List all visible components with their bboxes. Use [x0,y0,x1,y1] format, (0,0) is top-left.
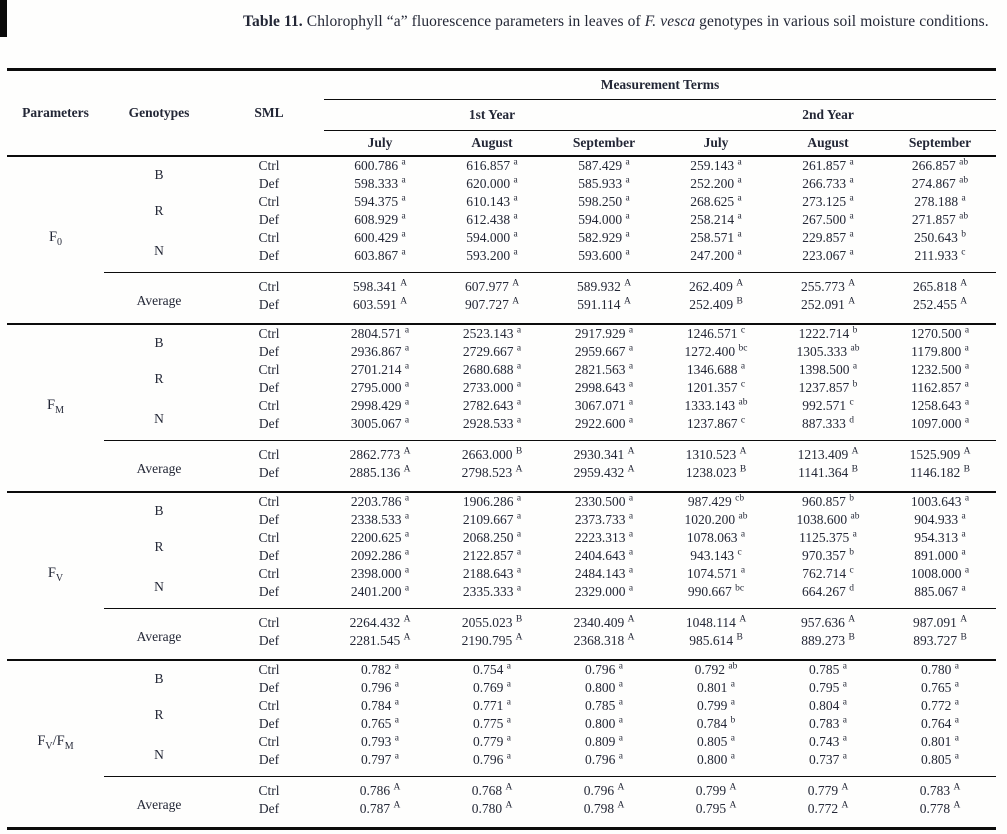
value-cell: 0.786 $^A$ [324,777,436,801]
value-cell: 211.933 $^c$ [914,247,966,263]
header-month: August [471,135,513,150]
value-cell: 2330.500 $^a$ [574,493,634,509]
value-cell: 1232.500 $^a$ [910,361,970,377]
header-measurement-terms: Measurement Terms [324,70,996,100]
table-row [7,529,996,547]
sml-cell: Ctrl [214,777,324,801]
value-cell: 2733.000 $^a$ [462,379,522,395]
value-cell: 0.772 $^a$ [921,697,959,713]
genotype-label: R [154,203,164,218]
table-row [7,697,996,715]
value-cell: 0.785 $^a$ [809,661,847,677]
value-cell: 2203.786 $^a$ [350,493,410,509]
value-cell: 278.188 $^a$ [914,193,966,209]
value-cell: 0.796 $^A$ [548,777,660,801]
table-row [7,492,996,511]
value-cell: 2701.214 $^a$ [350,361,410,377]
value-cell: 0.779 $^A$ [772,777,884,801]
value-cell: 598.341 $^A$ [324,273,436,297]
sml-cell: Def [258,297,280,312]
value-cell: 2373.733 $^a$ [574,511,634,527]
value-cell: 0.796 $^a$ [473,751,511,767]
value-cell: 0.787 $^A$ [359,800,401,816]
table-row [7,660,996,679]
value-cell: 1525.909 $^A$ [884,441,996,465]
value-cell: 603.867 $^a$ [354,247,406,263]
value-cell: 0.784 $^b$ [696,715,736,731]
value-cell: 267.500 $^a$ [802,211,854,227]
value-cell: 0.800 $^a$ [697,751,735,767]
value-cell: 603.591 $^A$ [352,296,408,312]
value-cell: 985.614 $^B$ [689,632,743,648]
value-cell: 589.932 $^A$ [548,273,660,297]
sml-cell: Ctrl [214,273,324,297]
value-cell: 0.779 $^a$ [473,733,511,749]
value-cell: 0.805 $^a$ [697,733,735,749]
value-cell: 271.857 $^{ab}$ [911,211,969,227]
sml-cell: Def [258,716,280,731]
header-month: July [367,135,393,150]
value-cell: 907.727 $^A$ [464,296,520,312]
genotype-label: R [154,371,164,386]
value-cell: 0.801 $^a$ [921,733,959,749]
average-row [7,777,996,801]
sml-cell: Ctrl [258,398,280,413]
value-cell: 229.857 $^a$ [802,229,854,245]
value-cell: 247.200 $^a$ [690,247,742,263]
page-edge-scan-artifact [0,0,7,37]
value-cell: 1258.643 $^a$ [910,397,970,413]
value-cell: 2338.533 $^a$ [350,511,410,527]
value-cell: 610.143 $^a$ [466,193,518,209]
value-cell: 889.273 $^B$ [801,632,855,648]
value-cell: 0.798 $^A$ [583,800,625,816]
value-cell: 2959.667 $^a$ [574,343,634,359]
value-cell: 266.857 $^{ab}$ [911,157,969,173]
value-cell: 593.200 $^a$ [466,247,518,263]
genotype-label: N [154,578,164,594]
value-cell: 2959.432 $^A$ [573,464,635,480]
value-cell: 0.795 $^A$ [695,800,737,816]
value-cell: 1398.500 $^a$ [798,361,858,377]
value-cell: 594.000 $^a$ [578,211,630,227]
value-cell: 594.000 $^a$ [466,229,518,245]
value-cell: 891.000 $^a$ [914,547,966,563]
parameter-block [7,660,996,829]
sml-cell: Def [258,752,280,767]
value-cell: 2200.625 $^a$ [350,529,410,545]
value-cell: 1125.375 $^a$ [799,529,857,545]
value-cell: 0.783 $^A$ [884,777,996,801]
value-cell: 252.200 $^a$ [690,175,742,191]
genotype-label: B [154,167,164,182]
value-cell: 2795.000 $^a$ [350,379,410,395]
value-cell: 582.929 $^a$ [578,229,630,245]
value-cell: 2340.409 $^A$ [548,609,660,633]
value-cell: 252.409 $^B$ [689,296,743,312]
header-sml: SML [254,105,284,120]
value-cell: 2917.929 $^a$ [574,325,634,341]
header-year1: 1st Year [324,100,660,131]
value-cell: 2404.643 $^a$ [574,547,634,563]
title-segment: Chlorophyll “a” fluorescence parameters in leaves of [302,13,645,30]
value-cell: 0.780 $^a$ [921,661,959,677]
value-cell: 1237.857 $^b$ [798,379,858,395]
value-cell: 2998.643 $^a$ [574,379,634,395]
value-cell: 1038.600 $^{ab}$ [796,511,860,527]
value-cell: 1162.857 $^a$ [911,379,969,395]
value-cell: 0.780 $^A$ [471,800,513,816]
value-cell: 957.636 $^A$ [772,609,884,633]
value-cell: 0.783 $^a$ [809,715,847,731]
value-cell: 0.754 $^a$ [473,661,511,677]
value-cell: 0.764 $^a$ [921,715,959,731]
sml-cell: Ctrl [258,362,280,377]
header-parameters: Parameters [22,105,89,120]
table-row [7,193,996,211]
value-cell: 268.625 $^a$ [690,193,742,209]
title-segment: genotypes in various soil moisture conditions. [695,13,989,30]
parameter-label: $F_V/F_M$ [37,733,74,752]
value-cell: 252.455 $^A$ [912,296,968,312]
value-cell: 1333.143 $^{ab}$ [684,397,748,413]
genotype-label: B [154,503,164,518]
value-cell: 0.785 $^a$ [585,697,623,713]
value-cell: 274.867 $^{ab}$ [911,175,969,191]
table-row [7,361,996,379]
title-segment: Table 11. [243,13,303,30]
value-cell: 0.784 $^a$ [361,697,399,713]
value-cell: 600.786 $^a$ [354,157,406,173]
genotype-label: B [154,671,164,686]
value-cell: 600.429 $^a$ [354,229,406,245]
value-cell: 2804.571 $^a$ [350,325,410,341]
sml-cell: Def [258,416,280,431]
sml-cell: Ctrl [258,194,280,209]
value-cell: 3005.067 $^a$ [350,415,410,431]
table-row [7,733,996,751]
value-cell: 1020.200 $^{ab}$ [684,511,748,527]
sml-cell: Def [258,680,280,695]
sml-cell: Def [258,344,280,359]
header-month: September [572,135,636,150]
value-cell: 0.797 $^a$ [361,751,399,767]
value-cell: 1237.867 $^c$ [686,415,746,431]
value-cell: 616.857 $^a$ [466,157,518,173]
value-cell: 258.571 $^a$ [690,229,742,245]
value-cell: 608.929 $^a$ [354,211,406,227]
value-cell: 0.800 $^a$ [585,715,623,731]
value-cell: 1201.357 $^c$ [686,379,746,395]
value-cell: 612.438 $^a$ [466,211,518,227]
parameter-label: $F_M$ [47,397,64,416]
value-cell: 0.792 $^{ab}$ [694,661,738,677]
table-title [243,9,1001,34]
sml-cell: Ctrl [258,494,280,509]
value-cell: 960.857 $^b$ [802,493,854,509]
value-cell: 223.067 $^a$ [802,247,854,263]
value-cell: 620.000 $^a$ [466,175,518,191]
value-cell: 904.933 $^a$ [914,511,966,527]
sml-cell: Def [258,176,280,191]
value-cell: 1906.286 $^a$ [462,493,522,509]
genotype-label: R [154,539,164,554]
value-cell: 0.799 $^A$ [660,777,772,801]
sml-cell: Ctrl [258,530,280,545]
value-cell: 259.143 $^a$ [690,157,742,173]
average-label: Average [104,609,214,661]
value-cell: 2223.313 $^a$ [574,529,634,545]
value-cell: 0.778 $^A$ [919,800,961,816]
value-cell: 1305.333 $^{ab}$ [796,343,860,359]
value-cell: 2998.429 $^a$ [350,397,410,413]
value-cell: 598.333 $^a$ [354,175,406,191]
value-cell: 2190.795 $^A$ [461,632,523,648]
value-cell: 593.600 $^a$ [578,247,630,263]
value-cell: 2401.200 $^a$ [350,583,410,599]
average-label: Average [104,273,214,325]
value-cell: 2398.000 $^a$ [350,565,410,581]
value-cell: 970.357 $^b$ [802,547,854,563]
value-cell: 0.771 $^a$ [473,697,511,713]
value-cell: 943.143 $^c$ [690,547,742,563]
value-cell: 607.977 $^A$ [436,273,548,297]
table-row [7,156,996,175]
value-cell: 987.429 $^{cb}$ [687,493,745,509]
value-cell: 1146.182 $^B$ [910,464,970,480]
genotype-label: N [154,746,164,762]
value-cell: 255.773 $^A$ [772,273,884,297]
value-cell: 1003.643 $^a$ [910,493,970,509]
value-cell: 2264.432 $^A$ [324,609,436,633]
genotype-label: B [154,335,164,350]
value-cell: 887.333 $^d$ [802,415,854,431]
value-cell: 2922.600 $^a$ [574,415,634,431]
value-cell: 2930.341 $^A$ [548,441,660,465]
value-cell: 1272.400 $^{bc}$ [684,343,748,359]
sml-cell: Def [258,584,280,599]
value-cell: 2885.136 $^A$ [349,464,411,480]
value-cell: 0.765 $^a$ [361,715,399,731]
table-row [7,565,996,583]
value-cell: 252.091 $^A$ [800,296,856,312]
value-cell: 0.775 $^a$ [473,715,511,731]
header-month: July [703,135,729,150]
header-month: August [807,135,849,150]
value-cell: 2122.857 $^a$ [462,547,522,563]
value-cell: 0.769 $^a$ [473,679,511,695]
table-row [7,229,996,247]
value-cell: 2329.000 $^a$ [574,583,634,599]
sml-cell: Def [258,212,280,227]
value-cell: 0.796 $^a$ [585,661,623,677]
value-cell: 0.743 $^a$ [809,733,847,749]
sml-cell: Def [258,512,280,527]
value-cell: 2729.667 $^a$ [462,343,522,359]
value-cell: 1048.114 $^A$ [660,609,772,633]
value-cell: 1246.571 $^c$ [686,325,746,341]
sml-cell: Def [258,380,280,395]
value-cell: 0.796 $^a$ [585,751,623,767]
value-cell: 0.795 $^a$ [809,679,847,695]
value-cell: 992.571 $^c$ [802,397,854,413]
value-cell: 2335.333 $^a$ [462,583,522,599]
value-cell: 762.714 $^c$ [802,565,854,581]
value-cell: 598.250 $^a$ [578,193,630,209]
value-cell: 0.805 $^a$ [921,751,959,767]
value-cell: 2680.688 $^a$ [462,361,522,377]
header-month: September [908,135,972,150]
sml-cell: Ctrl [258,158,280,173]
sml-cell: Ctrl [258,734,280,749]
value-cell: 0.800 $^a$ [585,679,623,695]
value-cell: 266.733 $^a$ [802,175,854,191]
value-cell: 265.818 $^A$ [884,273,996,297]
value-cell: 250.643 $^b$ [914,229,966,245]
value-cell: 1141.364 $^B$ [798,464,858,480]
sml-cell: Ctrl [258,698,280,713]
value-cell: 1238.023 $^B$ [685,464,747,480]
value-cell: 2068.250 $^a$ [462,529,522,545]
genotype-label: N [154,242,164,258]
value-cell: 0.809 $^a$ [585,733,623,749]
value-cell: 1346.688 $^a$ [686,361,746,377]
value-cell: 1310.523 $^A$ [660,441,772,465]
sml-cell: Ctrl [258,662,280,677]
value-cell: 262.409 $^A$ [660,273,772,297]
value-cell: 1222.714 $^b$ [798,325,858,341]
value-cell: 0.804 $^a$ [809,697,847,713]
sml-cell: Ctrl [258,566,280,581]
value-cell: 0.765 $^a$ [921,679,959,695]
value-cell: 1074.571 $^a$ [686,565,746,581]
sml-cell: Def [258,801,280,816]
value-cell: 0.737 $^a$ [809,751,847,767]
value-cell: 2663.000 $^B$ [436,441,548,465]
header-genotypes: Genotypes [128,105,190,120]
sml-cell: Ctrl [258,230,280,245]
sml-cell: Ctrl [258,326,280,341]
table-header [7,70,996,157]
value-cell: 2798.523 $^A$ [461,464,523,480]
sml-cell: Def [258,548,280,563]
value-cell: 261.857 $^a$ [802,157,854,173]
value-cell: 2188.643 $^a$ [462,565,522,581]
parameter-block [7,324,996,492]
value-cell: 1008.000 $^a$ [910,565,970,581]
genotype-label: N [154,410,164,426]
sml-cell: Ctrl [214,441,324,465]
value-cell: 2055.023 $^B$ [436,609,548,633]
value-cell: 258.214 $^a$ [690,211,742,227]
value-cell: 2782.643 $^a$ [462,397,522,413]
value-cell: 2368.318 $^A$ [573,632,635,648]
fluorescence-parameters-table [7,68,996,830]
value-cell: 0.772 $^A$ [807,800,849,816]
value-cell: 2821.563 $^a$ [574,361,634,377]
average-row [7,609,996,633]
value-cell: 3067.071 $^a$ [574,397,634,413]
value-cell: 2109.667 $^a$ [462,511,522,527]
parameter-label: $F_0$ [48,229,63,248]
value-cell: 594.375 $^a$ [354,193,406,209]
value-cell: 1078.063 $^a$ [686,529,746,545]
value-cell: 1270.500 $^a$ [910,325,970,341]
sml-cell: Def [258,248,280,263]
table-row [7,397,996,415]
value-cell: 2092.286 $^a$ [350,547,410,563]
value-cell: 990.667 $^{bc}$ [687,583,745,599]
value-cell: 273.125 $^a$ [802,193,854,209]
average-row [7,273,996,297]
value-cell: 1213.409 $^A$ [772,441,884,465]
header-year2: 2nd Year [660,100,996,131]
value-cell: 0.782 $^a$ [361,661,399,677]
value-cell: 585.933 $^a$ [578,175,630,191]
value-cell: 987.091 $^A$ [884,609,996,633]
value-cell: 2862.773 $^A$ [324,441,436,465]
value-cell: 2523.143 $^a$ [462,325,522,341]
value-cell: 0.768 $^A$ [436,777,548,801]
parameter-block [7,156,996,324]
value-cell: 0.799 $^a$ [697,697,735,713]
sml-cell: Def [258,465,280,480]
value-cell: 2936.867 $^a$ [350,343,410,359]
value-cell: 1179.800 $^a$ [911,343,969,359]
genotype-label: R [154,707,164,722]
value-cell: 664.267 $^d$ [802,583,854,599]
table-row [7,324,996,343]
average-label: Average [104,441,214,493]
average-row [7,441,996,465]
sml-cell: Def [258,633,280,648]
parameter-block [7,492,996,660]
value-cell: 591.114 $^A$ [577,296,631,312]
value-cell: 2281.545 $^A$ [349,632,411,648]
value-cell: 2484.143 $^a$ [574,565,634,581]
value-cell: 587.429 $^a$ [578,157,630,173]
sml-cell: Ctrl [214,609,324,633]
value-cell: 893.727 $^B$ [913,632,967,648]
value-cell: 0.801 $^a$ [697,679,735,695]
value-cell: 1097.000 $^a$ [910,415,970,431]
value-cell: 0.793 $^a$ [361,733,399,749]
value-cell: 885.067 $^a$ [914,583,966,599]
value-cell: 0.796 $^a$ [361,679,399,695]
value-cell: 2928.533 $^a$ [462,415,522,431]
title-segment: F. vesca [644,13,696,30]
value-cell: 954.313 $^a$ [914,529,966,545]
average-label: Average [104,777,214,829]
parameter-label: $F_V$ [47,565,64,584]
